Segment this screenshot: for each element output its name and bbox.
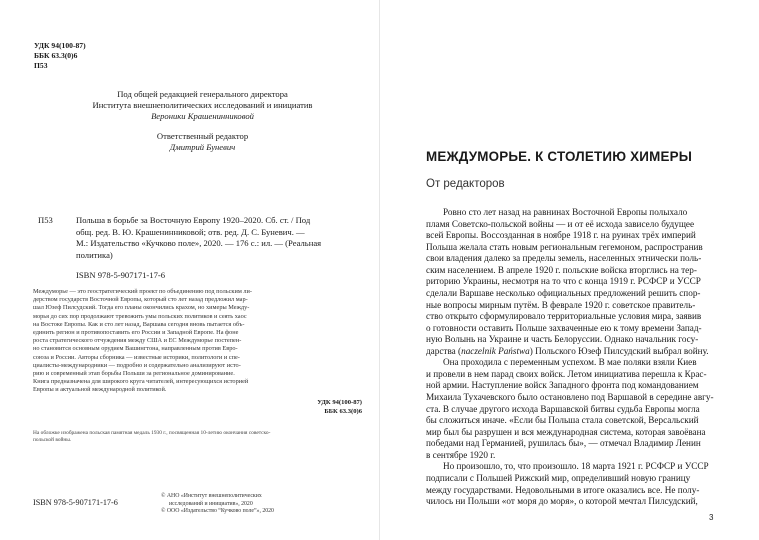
cover-note-line: На обложке изображена польская памятная медаль 1930 г., посвященная 10-летию окончания советско- <box>33 430 271 436</box>
author-mark: П53 <box>34 61 48 70</box>
cip-line: М.: Издательство «Кучково поле», 2020. — 176 с.: ил. — (Реальная <box>76 238 322 248</box>
copyright-line: © АНО «Институт внешнеполитических <box>161 493 262 499</box>
text-line: Михаила Тухачевского было остановлено под Варшавой в середине авгу- <box>426 392 714 402</box>
imprint-isbn: ISBN 978-5-907171-17-6 <box>33 498 118 507</box>
text-line: ные вопросы мирным путём. В феврале 1920 г. советское правитель- <box>426 299 696 310</box>
annotation-line: союза и России. Авторы сборника — известные историки, политологи и спе- <box>33 353 240 361</box>
paragraph <box>426 357 720 369</box>
paragraph <box>426 461 720 473</box>
text-line: о готовности оставить Польше захваченные ею к тому времени Запад- <box>426 322 702 333</box>
text-line: между государствами. Недовольными в итоге оказались все. Не полу- <box>426 484 700 495</box>
cip-code: П53 <box>38 215 53 225</box>
page-number: 3 <box>709 513 714 522</box>
annotation-line: Междуморье — это геостратегический проект по объединению под польским ли- <box>33 288 253 295</box>
copyright-line: исследований и инициатив», 2020 <box>169 500 253 507</box>
article-body <box>426 207 720 508</box>
text-line: Польша желала стать новым региональным гегемоном, распространив <box>426 241 703 252</box>
text-fragment-italic: naczelnik Państwa <box>461 345 530 356</box>
text-line: ную Волынь на Украине и часть Белоруссии. Однако начальник госу- <box>426 334 699 345</box>
annotation-codes <box>33 398 362 416</box>
annotation-line: Европы и актуальной международной политикой. <box>33 386 167 394</box>
text-line: пламя Советско-польской войны — и от её исхода зависело будущее <box>426 218 695 229</box>
cover-note-line: польской войны. <box>33 437 72 444</box>
annotation-line: на Востоке Европы. Как и сто лет назад, Варшава сегодня вновь пытается объ- <box>33 320 245 328</box>
catalog-codes <box>34 41 86 71</box>
text-line: риторию Украины, несмотря на то что с конца 1919 г. РСФСР и УССР <box>426 276 701 287</box>
annotation <box>33 288 362 395</box>
text-line: победами над Германией, рушилась бы», — отмечал Владимир Ленин <box>426 438 701 449</box>
text-line: всей Европы. Воссозданная в ноябре 1918 г. на руинах трёх империй <box>426 230 696 241</box>
general-editor-line1: Под общей редакцией генерального директора <box>117 89 288 99</box>
cip-line: Польша в борьбе за Восточную Европу 1920–2020. Сб. ст. / Под <box>76 215 311 225</box>
text-line: ство открыто сформулировало территориальные условия мира, заявив <box>426 311 702 322</box>
text-line: ной армии. Наступление войск Западного фронта под командованием <box>426 380 699 391</box>
responsible-editor-name: Дмитрий Буневич <box>169 142 236 152</box>
text-line: в сентябре 1920 г. <box>426 449 496 460</box>
annotation-line: рию и современный этап борьбы Польши за региональное доминирование. <box>33 370 235 378</box>
cip-line: общ. ред. В. Ю. Крашенинниковой; отв. ред. Д. С. Буневич. — <box>76 226 305 237</box>
annotation-line: но становится основным орудием Вашингтона, направленным против Евро- <box>33 345 238 353</box>
annotation-line: шал Юзеф Пилсудский. Тогда его планы окончились крахом, но химеры Между- <box>33 304 250 312</box>
text-line: подписали с Польшей Рижский мир, определивший новую границу <box>426 472 691 483</box>
responsible-editor-label: Ответственный редактор <box>156 131 249 141</box>
annotation-line: роста стратегического отчуждения между США и ЕС Междуморье постепен- <box>33 337 242 345</box>
text-fragment: ) Польского Юзеф Пилсудский выбрал войну. <box>529 345 709 356</box>
text-line <box>426 346 720 358</box>
text-line: свои владения далеко за пределы земель, населенных этнически поль- <box>426 253 702 264</box>
annotation-bbk: ББК 63.3(0)6 <box>324 408 362 415</box>
text-line: бы сложиться иначе. «Если бы Польша стала советской, Версальский <box>426 415 699 426</box>
general-editor-block <box>40 89 365 122</box>
annotation-line: Книга предназначена для широкого круга читателей, интересующихся историей <box>33 378 249 386</box>
bbk-code: ББК 63.3(0)6 <box>34 51 78 60</box>
annotation-line: морья до сих пор продолжают тревожить умы польских политиков и сеять хаос <box>33 312 247 320</box>
text-line: и провели в нем парад своих войск. Летом инициатива перешла к Крас- <box>426 368 707 379</box>
udk-code: УДК 94(100-87) <box>34 41 86 50</box>
cover-note <box>33 430 363 445</box>
text-line: мир был бы разрушен и вся международная система, которая завоёвана <box>426 426 706 437</box>
copyright-block <box>161 493 274 516</box>
annotation-udk: УДК 94(100-87) <box>317 399 362 406</box>
text-line: Она проходила с переменным успехом. В мае поляки взяли Киев <box>443 357 697 368</box>
text-line: сделали Варшаве несколько официальных предложений решить спор- <box>426 287 701 298</box>
cip-line: политика) <box>76 249 113 260</box>
cip-description <box>76 215 358 261</box>
text-line: ским населением. В апреле 1920 г. польские войска вторглись на тер- <box>426 264 697 275</box>
text-line: чилось ни Польши «от моря до моря», о которой мечтал Пилсудский, <box>426 496 698 507</box>
text-line: Но произошло, то, что произошло. 18 марта 1921 г. РСФСР и УССР <box>443 461 709 472</box>
text-fragment: дарства ( <box>426 345 462 356</box>
text-line: ста. В случае другого исхода Варшавской битвы судьба Европы могла <box>426 403 700 414</box>
annotation-line: дерством государств Восточной Европы, который сто лет назад предложил мар- <box>33 296 248 304</box>
article-title: МЕЖДУМОРЬЕ. К СТОЛЕТИЮ ХИМЕРЫ <box>426 149 693 164</box>
annotation-line: циалисты-международники — подробно и содержательно анализируют исто- <box>33 361 241 369</box>
general-editor-line2: Института внешнеполитических исследований и инициатив <box>92 100 313 110</box>
general-editor-name: Вероники Крашенинниковой <box>151 111 254 121</box>
annotation-line: единить регион и противопоставить его России и Западной Европе. На фоне <box>33 329 239 337</box>
article-subtitle: От редакторов <box>426 178 505 190</box>
responsible-editor-block <box>40 131 365 153</box>
copyright-line: © ООО «Издательство “Кучково поле”», 2020 <box>161 508 274 515</box>
text-line: Ровно сто лет назад на равнинах Восточной Европы полыхало <box>443 207 688 217</box>
page-spread-divider <box>379 0 380 540</box>
cip-isbn: ISBN 978-5-907171-17-6 <box>76 270 166 280</box>
paragraph <box>426 207 720 219</box>
